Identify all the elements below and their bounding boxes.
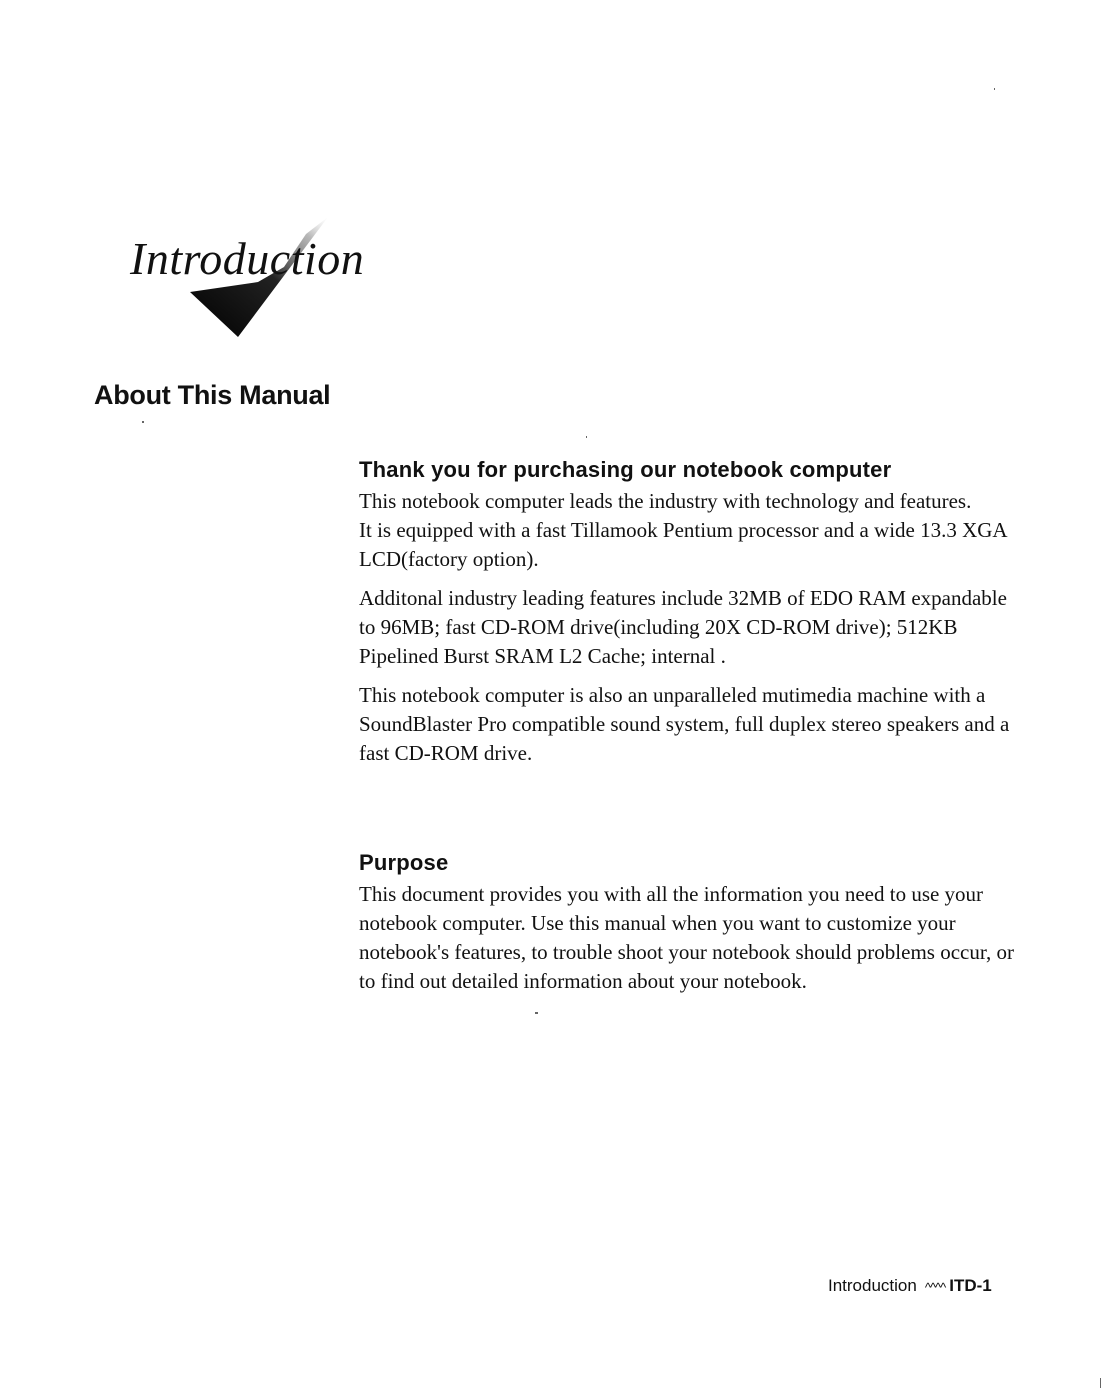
scan-speck	[994, 88, 995, 90]
scan-speck	[586, 436, 587, 438]
footer-caret-marks-icon: ^^^^	[924, 1280, 946, 1295]
purpose-body	[359, 880, 1019, 996]
page-number: ITD-1	[949, 1276, 992, 1295]
intro-paragraph: This notebook computer leads the industry with technology and features.	[359, 489, 972, 513]
purpose-heading: Purpose	[359, 850, 449, 875]
scan-speck	[1100, 1378, 1101, 1388]
purpose-paragraph: This document provides you with all the information you need to use your notebook computer. Use this manual when you want to customize your notebook's features, to trouble shoot your notebook should problems occur, or to find out detailed information about your notebook.	[359, 882, 1014, 993]
features-paragraph: Additonal industry leading features include 32MB of EDO RAM expandable to 96MB; fast CD-ROM drive(including 20X CD-ROM drive); 512KB Pipelined Burst SRAM L2 Cache; internal .	[359, 586, 1007, 668]
scan-speck	[535, 1012, 538, 1014]
scan-speck	[142, 421, 144, 423]
thank-you-heading: Thank you for purchasing our notebook computer	[359, 457, 892, 482]
footer-label: Introduction	[828, 1276, 917, 1295]
thank-you-body	[359, 487, 1019, 768]
page-footer	[828, 1276, 992, 1296]
chapter-title: Introduction	[130, 233, 365, 284]
section-heading: About This Manual	[94, 380, 331, 410]
multimedia-paragraph: This notebook computer is also an unparalleled mutimedia machine with a SoundBlaster Pro compatible sound system, full duplex stereo speakers and a fast CD-ROM drive.	[359, 683, 1010, 765]
processor-paragraph: It is equipped with a fast Tillamook Pentium processor and a wide 13.3 XGA LCD(factory option).	[359, 518, 1007, 571]
